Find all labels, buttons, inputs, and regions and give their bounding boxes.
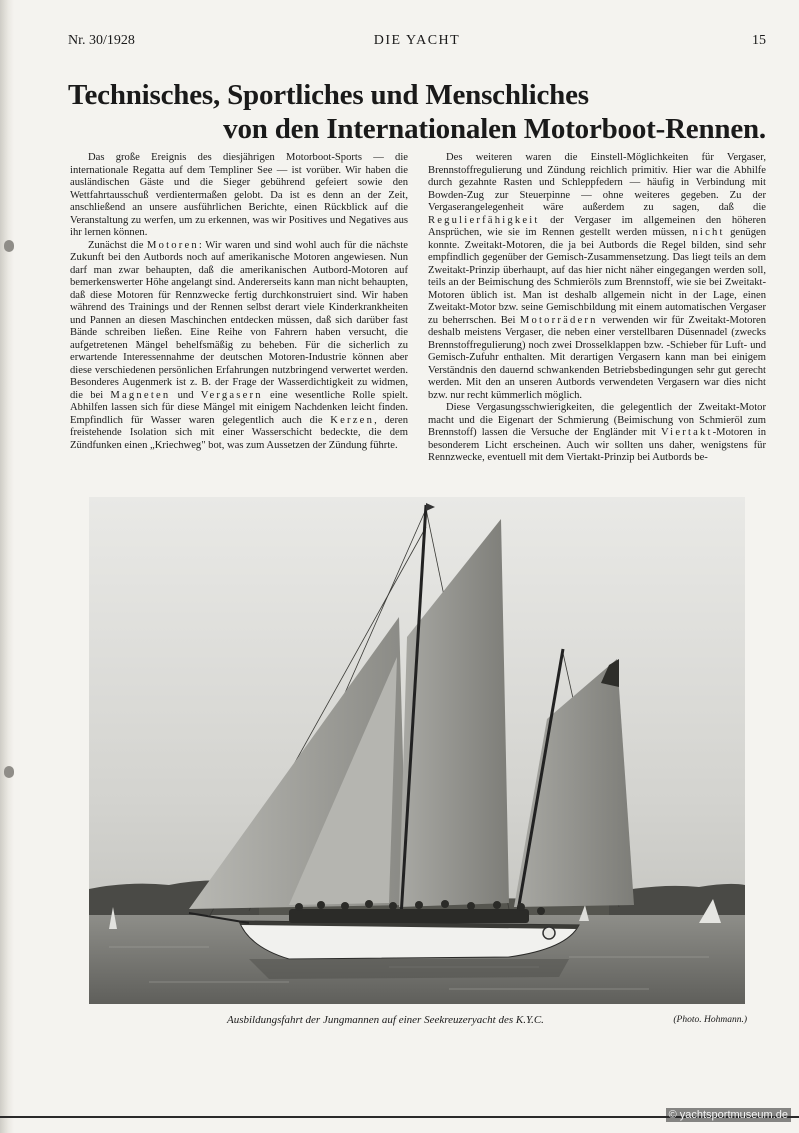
watermark: © yachtsportmuseum.de [666, 1108, 791, 1122]
spaced-emphasis: nicht [692, 227, 725, 238]
spaced-emphasis: Regulierfähigkeit [428, 214, 540, 226]
binding-hole [4, 240, 14, 252]
yacht-photograph [89, 497, 745, 1004]
caption-text: Ausbildungsfahrt der Jungmannen auf einer Seekreuzeryacht des K.Y.C. [227, 1014, 544, 1026]
spaced-emphasis: Magneten [110, 389, 171, 401]
paragraph: Des weiteren waren die Einstell-Möglichkeiten für Vergaser, Brennstoffregulierung und Zündung reichlich primitiv. Hier war die Abhilfe durch gezahnte Rasten und Schleppfedern — häufig in Verbindung mit Bowden-Zug zur Steuerpinne — ohne weiteres gegeben. Zu der Vergaserangelegenheit wäre außerdem zu sagen, daß die Regulierfähigkeit der Vergaser im allgemeinen den höheren Ansprüchen, wie sie im Rennen gestellt werden müssen, nicht genügen konnte. Zweitakt-Motoren, die ja bei Autbords die Regel bilden, sind sehr empfindlich gegenüber der Gemisch-Zusammensetzung. Das liegt teils an dem Zweitakt-Prinzip überhaupt, auf das hier nicht näher eingegangen werden soll, teils an der Beimischung des Schmieröls zum Brennstoff, wie sie bei Zweitakt-Motoren üblich ist. Man ist deshalb allgemein nicht in der Lage, einen Zweitakt-Motor bzw. seine Gemischbildung mit einem automatischen Vergaser zu beherrschen. Bei Motorrädern verwenden wir für Zweitakt-Motoren deshalb meistens Vergaser, die neben einer verstellbaren Düsennadel (zwecks Brennstoffregulierung) noch zwei Drosselklappen bzw. -Schieber für Luft- und Gemisch-Zufuhr enthalten. Mit derartigen Vergasern kann man bei einigem Verständnis den dauernd schwankenden Betriebsbedingungen sehr gut gerecht werden. Mit den an unseren Autbords verwendeten Vergasern war dies nicht bzw. nur recht kümmerlich möglich. [428, 152, 767, 401]
right-column [428, 152, 766, 465]
spaced-emphasis: Viertakt [660, 427, 713, 438]
spaced-emphasis: Vergasern [200, 389, 263, 401]
left-column [70, 152, 408, 452]
headline-line-1: Technisches, Sportliches und Menschliches [68, 79, 589, 111]
paragraph: Diese Vergasungsschwierigkeiten, die gelegentlich der Zweitakt-Motor macht und die Eigenart der Schmierung (Beimischung von Schmieröl zum Brennstoff) lassen die Versuche der Engländer mit Viertakt-Motoren in besonderem Licht erscheinen. Auch wir sollten uns daher, wenigstens für Rennzwecke, eventuell mit dem Viertakt-Prinzip bei Autbords be- [428, 402, 767, 463]
page-number: 15 [752, 33, 766, 48]
page-edge [0, 0, 14, 1133]
issue-number: Nr. 30/1928 [68, 33, 135, 48]
life-ring [543, 927, 555, 939]
spaced-emphasis: Kerzen [330, 414, 375, 426]
schooner-illustration [89, 497, 745, 1004]
headline-line-2: von den Internationalen Motorboot-Rennen. [223, 113, 766, 145]
photo-credit: (Photo. Hohmann.) [673, 1015, 747, 1025]
magazine-title: DIE YACHT [373, 33, 461, 48]
spaced-emphasis: Motoren [147, 239, 199, 251]
spaced-emphasis: Motorrädern [519, 314, 598, 326]
binding-hole [4, 766, 14, 778]
paragraph: Das große Ereignis des diesjährigen Motorboot-Sports — die internationale Regatta auf dem Templiner See — ist vorüber. Wir haben die ausländischen Gäste und die Sieger gebührend gefeiert sowie den Wettfahrtausschuß verdientermaßen gelobt. Da ist es denn an der Zeit, anschließend an unsere ausführlichen Berichte, einen Rückblick auf die Veranstaltung zu werfen, um zu erkennen, was wir Positives und Negatives aus ihr lernen können. [70, 152, 408, 238]
figure-caption [89, 1014, 749, 1030]
article-headline [68, 78, 766, 146]
paragraph: Zunächst die Motoren: Wir waren und sind wohl auch für die nächste Zukunft bei den Autbords noch auf amerikanische Motoren angewiesen. Nun darf man zwar behaupten, daß die amerikanischen Autbord-Motoren auf bemerkenswerter Höhe angelangt sind. Andererseits kann man nicht behaupten, daß diese Motoren für Rennzwecke fertig durchkonstruiert sind. Wir haben während des Trainings und der Rennen selbst derart viele Kinderkrankheiten und Pannen an diesen Maschinchen entdecken müssen, daß sich darüber fast Bände schreiben ließen. Eine Reihe von Fahrern haben versucht, die aufgetretenen Mängel behelfsmäßig zu beheben. Für die sicherlich zu erwartende Interessennahme der deutschen Motoren-Industrie können aber diese verschiedenen persönlichen Erfahrungen nutzbringend verwertet werden. Besonderes Augenmerk ist z. B. der Frage der Wasserdichtigkeit zu widmen, die bei Magneten und Vergasern eine wesentliche Rolle spielt. Abhilfen lassen sich für diese Mängel mit einigem Nachdenken leicht finden. Empfindlich für Wasser waren gelegentlich auch die Kerzen, deren freistehende Isolation sich mit einer Wasserschicht bedeckte, die dem Zündfunken einen „Kriechweg" bot, was zum Aussetzen der Zündung führte. [70, 239, 409, 451]
running-head [68, 33, 766, 49]
